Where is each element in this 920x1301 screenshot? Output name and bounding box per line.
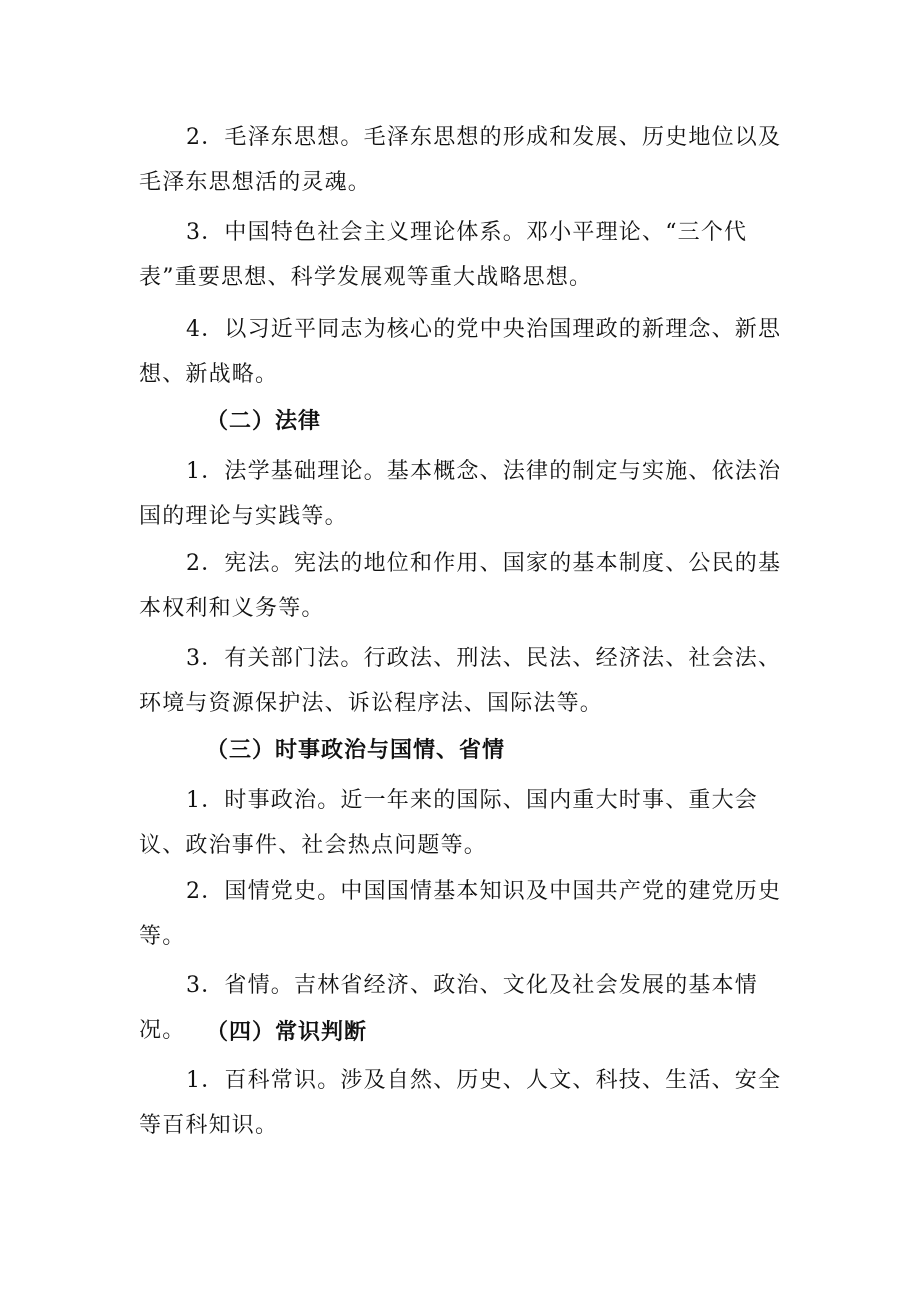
heading-law: （二）法律	[206, 409, 322, 434]
paragraph-constitution: 2．宪法。宪法的地位和作用、国家的基本制度、公民的基本权利和义务等。	[139, 551, 782, 621]
paragraph-current-politics: 1．时事政治。近一年来的国际、国内重大时事、重大会议、政治事件、社会热点问题等。	[139, 788, 758, 858]
heading-current-affairs: （三）时事政治与国情、省情	[206, 738, 506, 763]
paragraph-socialism-theory: 3．中国特色社会主义理论体系。邓小平理论、“三个代表”重要思想、科学发展观等重大战略思想。	[139, 220, 748, 290]
paragraph-province-info: 3．省情。吉林省经济、政治、文化及社会发展的基本情况。	[139, 973, 758, 1043]
paragraph-department-law: 3．有关部门法。行政法、刑法、民法、经济法、社会法、环境与资源保护法、诉讼程序法、国际法等。	[139, 646, 782, 716]
paragraph-national-history: 2．国情党史。中国国情基本知识及中国共产党的建党历史等。	[139, 879, 782, 949]
paragraph-encyclopedia: 1．百科常识。涉及自然、历史、人文、科技、生活、安全等百科知识。	[139, 1068, 782, 1138]
paragraph-xi-governance: 4．以习近平同志为核心的党中央治国理政的新理念、新思想、新战略。	[139, 317, 782, 387]
heading-common-sense: （四）常识判断	[206, 1020, 368, 1045]
paragraph-legal-theory: 1．法学基础理论。基本概念、法律的制定与实施、依法治国的理论与实践等。	[139, 459, 782, 529]
paragraph-mao-zedong-thought: 2．毛泽东思想。毛泽东思想的形成和发展、历史地位以及毛泽东思想活的灵魂。	[139, 125, 782, 195]
